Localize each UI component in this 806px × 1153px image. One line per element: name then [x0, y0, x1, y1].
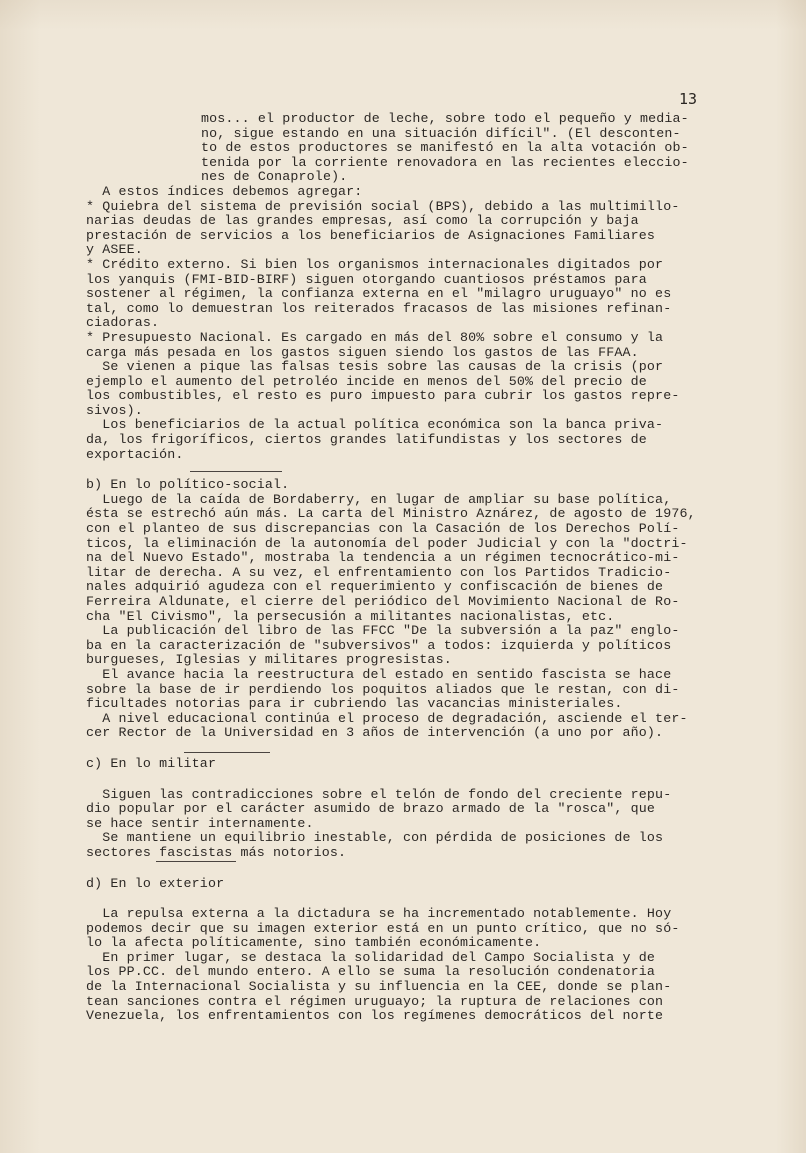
text-line: de la Internacional Socialista y su influencia en la CEE, donde se plan- [86, 979, 672, 995]
section-heading: b) En lo político-social. [86, 477, 290, 493]
text-line: El avance hacia la reestructura del estado en sentido fascista se hace [86, 666, 672, 682]
text-line: ejemplo el aumento del petroléo incide en menos del 50% del precio de [86, 373, 647, 389]
text-line: ticos, la eliminación de la autonomía del poder Judicial y con la "doctri- [86, 535, 688, 551]
text-line: sobre la base de ir perdiendo los poquitos aliados que le restan, con di- [86, 681, 680, 697]
text-line: * Quiebra del sistema de previsión social (BPS), debido a las multimillo- [86, 198, 680, 214]
text-line: litar de derecha. A su vez, el enfrentamiento con los Partidos Tradicio- [86, 564, 672, 580]
separator-rule [156, 861, 236, 862]
text-line: * Crédito externo. Si bien los organismos internacionales digitados por [86, 256, 664, 272]
text-line: con el planteo de sus discrepancias con la Casación de los Derechos Polí- [86, 521, 680, 537]
text-line: dio popular por el carácter asumido de brazo armado de la "rosca", que [86, 801, 656, 817]
blank-line [86, 772, 756, 788]
text-line: prestación de servicios a los beneficiarios de Asignaciones Familiares [86, 227, 656, 243]
blank-line [86, 741, 756, 757]
text-line: sostener al régimen, la confianza externa en el "milagro uruguayo" no es [86, 286, 672, 302]
blank-line [86, 891, 756, 907]
blank-line [86, 462, 756, 478]
text-line: y ASEE. [86, 242, 143, 258]
text-line: los PP.CC. del mundo entero. A ello se suma la resolución condenatoria [86, 964, 656, 980]
text-line: tenida por la corriente renovadora en las recientes eleccio- [201, 154, 689, 170]
typed-body-text [86, 112, 756, 1024]
separator-rule [184, 752, 270, 753]
text-line: na del Nuevo Estado", mostraba la tendencia a un régimen tecnocrático-mi- [86, 550, 680, 566]
text-line: En primer lugar, se destaca la solidaridad del Campo Socialista y de [86, 949, 656, 965]
text-line: Siguen las contradicciones sobre el telón de fondo del creciente repu- [86, 786, 672, 802]
text-line: nes de Conaprole). [201, 169, 348, 185]
text-line: Se vienen a pique las falsas tesis sobre las causas de la crisis (por [86, 359, 664, 375]
text-line: tean sanciones contra el régimen uruguayo; la ruptura de relaciones con [86, 993, 664, 1009]
text-line: carga más pesada en los gastos siguen siendo los gastos de las FFAA. [86, 344, 639, 360]
text-line: La publicación del libro de las FFCC "De la subversión a la paz" englo- [86, 623, 680, 639]
text-line: ciadoras. [86, 315, 160, 331]
text-line: to de estos productores se manifestó en la alta votación ob- [201, 140, 689, 156]
text-line: Se mantiene un equilibrio inestable, con pérdida de posiciones de los [86, 830, 664, 846]
text-line: exportación. [86, 446, 184, 462]
text-line: Venezuela, los enfrentamientos con los regímenes democráticos del norte [86, 1008, 664, 1024]
text-line: no, sigue estando en una situación difícil". (El desconten- [201, 125, 681, 141]
text-line: narias deudas de las grandes empresas, así como la corrupción y baja [86, 213, 639, 229]
text-line: Ferreira Aldunate, el cierre del periódico del Movimiento Nacional de Ro- [86, 594, 680, 609]
text-line: da, los frigoríficos, ciertos grandes latifundistas y los sectores de [86, 432, 647, 448]
section-heading: d) En lo exterior [86, 875, 225, 891]
text-line: ficultades notorias para ir cubriendo las vacancias ministeriales. [86, 696, 623, 712]
text-line: los yanquis (FMI-BID-BIRF) siguen otorgando cuantiosos préstamos para [86, 271, 647, 287]
text-line: los combustibles, el resto es puro impuesto para cubrir los gastos repre- [86, 388, 680, 404]
blank-line [86, 861, 756, 877]
text-line: mos... el productor de leche, sobre todo el pequeño y media- [201, 111, 689, 126]
text-line: lo la afecta políticamente, sino también económicamente. [86, 935, 542, 951]
text-line: cer Rector de la Universidad en 3 años de intervención (a uno por año). [86, 725, 664, 741]
text-line: ésta se estrechó aún más. La carta del Ministro Aznárez, de agosto de 1976, [86, 506, 696, 522]
text-line: tal, como lo demuestran los reiterados fracasos de las misiones refinan- [86, 300, 672, 316]
page-number: 13 [679, 90, 698, 108]
text-line: * Presupuesto Nacional. Es cargado en más del 80% sobre el consumo y la [86, 329, 664, 345]
text-line: ba en la caracterización de "subversivos" a todos: izquierda y políticos [86, 637, 672, 653]
text-line: podemos decir que su imagen exterior está en un punto crítico, que no só- [86, 920, 680, 936]
separator-rule [190, 471, 282, 472]
text-line: sivos). [86, 402, 143, 418]
text-line: A estos índices debemos agregar: [86, 183, 363, 199]
text-line: cha "El Civismo", la persecusión a militantes nacionalistas, etc. [86, 608, 615, 624]
text-line: burgueses, Iglesias y militares progresistas. [86, 652, 452, 668]
text-line: se hace sentir internamente. [86, 815, 314, 831]
section-heading: c) En lo militar [86, 755, 217, 771]
text-line: Los beneficiarios de la actual política económica son la banca priva- [86, 417, 664, 433]
text-line: A nivel educacional continúa el proceso de degradación, asciende el ter- [86, 710, 688, 726]
text-line: sectores fascistas más notorios. [86, 844, 347, 860]
text-line: Luego de la caída de Bordaberry, en lugar de ampliar su base política, [86, 491, 672, 507]
text-line: La repulsa externa a la dictadura se ha incrementado notablemente. Hoy [86, 906, 672, 922]
text-line: nales adquirió agudeza con el requerimiento y confiscación de bienes de [86, 579, 664, 595]
